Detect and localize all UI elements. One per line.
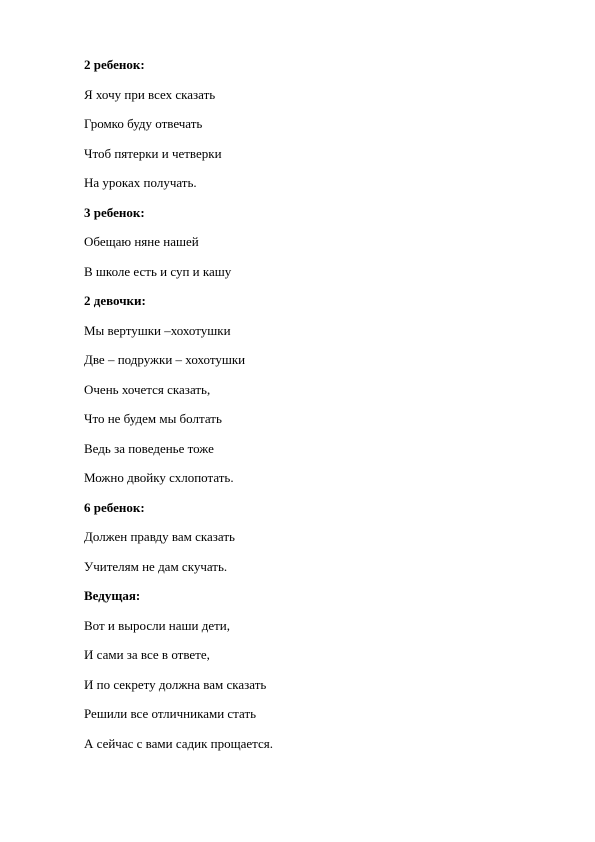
- speaker-heading: 3 ребенок:: [84, 204, 145, 220]
- verse-line: Учителям не дам скучать.: [84, 558, 228, 574]
- verse-line: Мы вертушки –хохотушки: [84, 322, 231, 338]
- speaker-heading: 6 ребенок:: [84, 499, 145, 515]
- verse-line: Решили все отличниками стать: [84, 706, 257, 721]
- verse-line: Обещаю няне нашей: [84, 234, 199, 249]
- verse-line: Что не будем мы болтать: [84, 411, 222, 426]
- verse-line: Две – подружки – хохотушки: [84, 352, 246, 367]
- verse-line: Вот и выросли наши дети,: [84, 617, 231, 633]
- speaker-heading: Ведущая:: [84, 588, 141, 603]
- verse-line: Можно двойку схлопотать.: [84, 470, 234, 485]
- verse-line: Я хочу при всех сказать: [84, 86, 216, 102]
- speaker-heading: 2 ребенок:: [84, 57, 145, 72]
- verse-line: В школе есть и суп и кашу: [84, 263, 232, 279]
- verse-line: Ведь за поведенье тоже: [84, 440, 214, 456]
- verse-line: Чтоб пятерки и четверки: [84, 145, 222, 161]
- verse-line: И по секрету должна вам сказать: [84, 676, 267, 692]
- verse-line: И сами за все в ответе,: [84, 647, 210, 662]
- verse-line: Громко буду отвечать: [84, 116, 203, 131]
- verse-line: Должен правду вам сказать: [84, 529, 235, 544]
- verse-line: Очень хочется сказать,: [84, 381, 211, 397]
- verse-line: А сейчас с вами садик прощается.: [84, 735, 273, 751]
- script-text: [84, 56, 564, 764]
- verse-line: На уроках получать.: [84, 175, 197, 190]
- speaker-heading: 2 девочки:: [84, 293, 146, 308]
